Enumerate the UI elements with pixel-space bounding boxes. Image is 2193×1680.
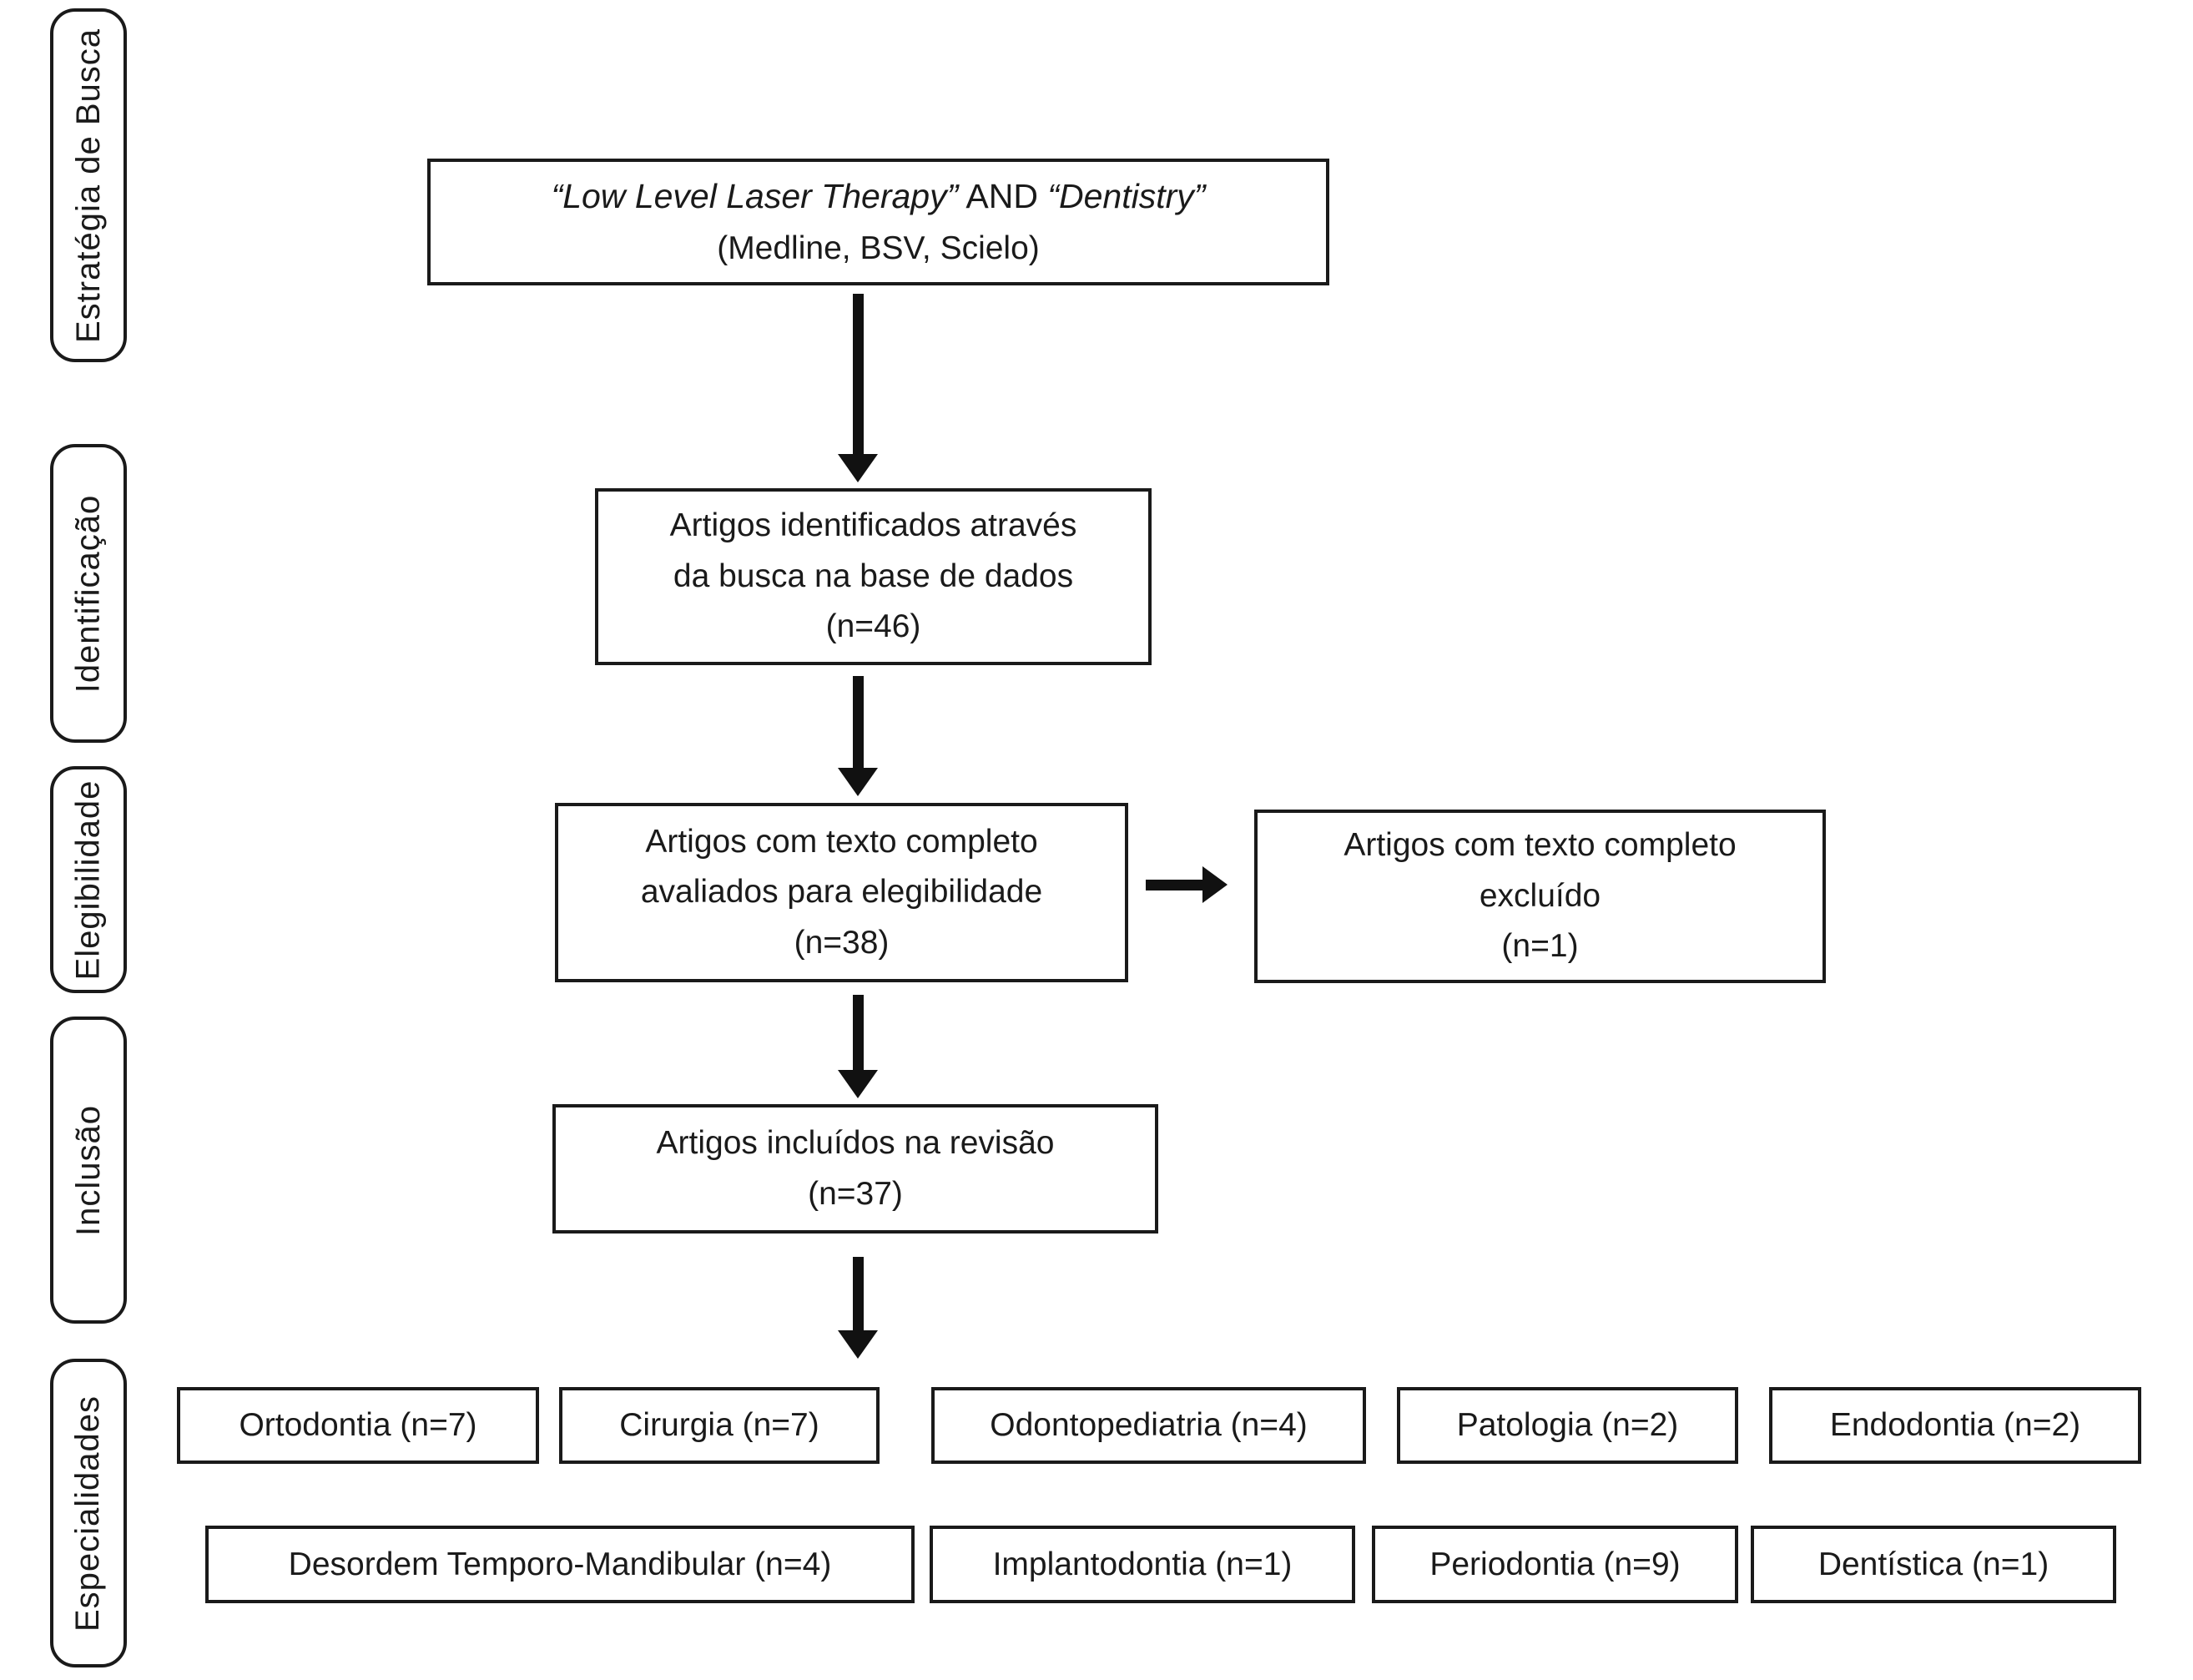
arrow-head — [838, 1070, 878, 1098]
flow-arrow-down-4-icon — [838, 1257, 878, 1359]
stage-label-text: Elegibilidade — [69, 779, 107, 980]
arrow-head — [838, 768, 878, 796]
arrow-shaft — [1146, 880, 1202, 890]
box-fulltext-assessed — [555, 803, 1128, 982]
specialty-box-patologia — [1397, 1387, 1738, 1464]
excluded-line1: Artigos com texto completo — [1344, 827, 1737, 864]
specialty-box-dentistica — [1751, 1526, 2116, 1603]
identified-line2: da busca na base de dados — [673, 557, 1074, 594]
flow-arrow-right-icon — [1146, 866, 1228, 903]
included-line1: Artigos incluídos na revisão — [656, 1125, 1055, 1162]
arrow-head — [838, 1330, 878, 1359]
flow-arrow-down-3-icon — [838, 995, 878, 1098]
specialty-box-implantodontia — [930, 1526, 1355, 1603]
stage-label-text: Identificação — [69, 494, 107, 693]
assessed-line1: Artigos com texto completo — [645, 823, 1038, 860]
stage-label-text: Inclusão — [69, 1104, 107, 1236]
arrow-shaft — [853, 995, 864, 1070]
box-articles-identified — [595, 488, 1152, 665]
box-search-terms — [427, 159, 1329, 285]
search-term-1: “Low Level Laser Therapy” — [551, 177, 959, 215]
stage-label-elegibilidade — [50, 766, 127, 993]
excluded-line2: excluído — [1479, 877, 1601, 914]
stage-label-inclusao — [50, 1017, 127, 1324]
specialty-label: Odontopediatria (n=4) — [990, 1407, 1308, 1443]
specialty-label: Dentística (n=1) — [1817, 1546, 2049, 1582]
specialty-label: Ortodontia (n=7) — [239, 1407, 477, 1443]
arrow-shaft — [853, 294, 864, 454]
stage-label-identificacao — [50, 444, 127, 743]
specialty-box-cirurgia — [559, 1387, 880, 1464]
specialty-box-endodontia — [1769, 1387, 2141, 1464]
stage-label-especialidades — [50, 1359, 127, 1667]
stage-label-estrategia-de-busca — [50, 8, 127, 362]
assessed-line2: avaliados para elegibilidade — [640, 874, 1043, 911]
identified-count: (n=46) — [825, 608, 921, 645]
specialty-box-odontopediatria — [931, 1387, 1366, 1464]
specialty-label: Implantodontia (n=1) — [992, 1546, 1293, 1582]
arrow-shaft — [853, 1257, 864, 1330]
box-fulltext-excluded — [1254, 810, 1826, 983]
search-operator: AND — [958, 177, 1048, 215]
box-included-in-review — [552, 1104, 1158, 1234]
included-count: (n=37) — [808, 1175, 903, 1212]
search-databases: (Medline, BSV, Scielo) — [717, 230, 1040, 266]
flow-arrow-down-2-icon — [838, 676, 878, 796]
specialty-label: Periodontia (n=9) — [1429, 1546, 1681, 1582]
specialty-label: Cirurgia (n=7) — [619, 1407, 819, 1443]
specialty-label: Desordem Temporo-Mandibular (n=4) — [288, 1546, 832, 1582]
search-terms-line — [552, 170, 1206, 224]
specialty-label: Endodontia (n=2) — [1829, 1407, 2081, 1443]
specialty-box-periodontia — [1372, 1526, 1738, 1603]
assessed-count: (n=38) — [794, 924, 890, 961]
arrow-head — [1202, 866, 1228, 903]
arrow-shaft — [853, 676, 864, 768]
stage-label-text: Especialidades — [69, 1395, 107, 1632]
specialty-box-desordem-temporo-mandibular — [205, 1526, 915, 1603]
excluded-count: (n=1) — [1501, 928, 1579, 965]
identified-line1: Artigos identificados através — [669, 507, 1077, 544]
specialty-box-ortodontia — [177, 1387, 539, 1464]
search-term-2: “Dentistry” — [1047, 177, 1206, 215]
arrow-head — [838, 454, 878, 482]
flow-arrow-down-1-icon — [838, 294, 878, 482]
stage-label-text: Estratégia de Busca — [69, 28, 107, 343]
specialty-label: Patologia (n=2) — [1456, 1407, 1679, 1443]
